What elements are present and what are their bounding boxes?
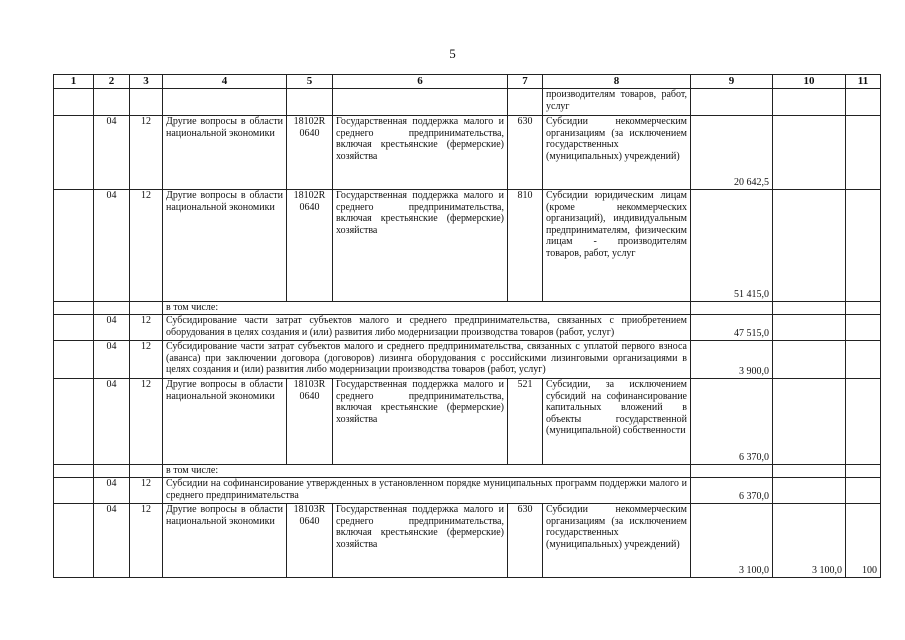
amount-cell: 47 515,0 [691,315,773,341]
column-header-row [54,75,881,89]
column-header: 1 [54,75,94,89]
expense-type-cell: Субсидии юридическим лицам (кроме некоммерческих организаций), индивидуальным предпринимателям, физическим лицам - производителям товаров, работ, услуг [543,190,691,302]
column-header: 8 [543,75,691,89]
table-row [54,465,881,478]
section-code-cell: 04 [94,379,130,465]
page-number: 5 [449,46,456,61]
target-article-cell: 18103R 0640 [287,504,333,578]
section-code-cell: 04 [94,315,130,341]
section-code-cell: 04 [94,478,130,504]
percent-cell: 100 [846,504,881,578]
including-label: в том числе: [163,302,691,315]
column-header: 4 [163,75,287,89]
measure-name-cell: Субсидии на софинансирование утвержденных в установленном порядке муниципальных программ поддержки малого и среднего предпринимательства [163,478,691,504]
amount-cell: 51 415,0 [691,190,773,302]
program-name-cell: Государственная поддержка малого и среднего предпринимательства, включая крестьянские (фермерские) хозяйства [333,504,508,578]
subsection-code-cell: 12 [130,190,163,302]
measure-name-cell: Субсидирование части затрат субъектов малого и среднего предпринимательства, связанных с уплатой первого взноса (аванса) при заключении договора (договоров) лизинга оборудования с российскими лизинговыми организациями в целях создания и (или) развития либо модернизации производства товаров (работ, услуг) [163,341,691,379]
expense-type-cell: производителям товаров, работ, услуг [543,89,691,116]
table-row [54,341,881,379]
expense-code-cell: 630 [508,504,543,578]
column-header: 3 [130,75,163,89]
expense-code-cell: 810 [508,190,543,302]
table-row [54,478,881,504]
amount-cell: 6 370,0 [691,379,773,465]
column-header: 10 [773,75,846,89]
subsection-code-cell: 12 [130,504,163,578]
target-article-cell: 18103R 0640 [287,379,333,465]
section-code-cell: 04 [94,341,130,379]
including-label: в том числе: [163,465,691,478]
column-header: 5 [287,75,333,89]
table-row [54,302,881,315]
program-name-cell: Государственная поддержка малого и среднего предпринимательства, включая крестьянские (фермерские) хозяйства [333,116,508,190]
section-name-cell: Другие вопросы в области национальной экономики [163,116,287,190]
expense-code-cell: 630 [508,116,543,190]
expense-code-cell: 521 [508,379,543,465]
section-code-cell: 04 [94,116,130,190]
table-row [54,315,881,341]
measure-name-cell: Субсидирование части затрат субъектов малого и среднего предпринимательства, связанных с приобретением оборудования в целях создания и (или) развития либо модернизации производства товаров (работ, услуг) [163,315,691,341]
target-article-cell: 18102R 0640 [287,190,333,302]
column-header: 6 [333,75,508,89]
section-name-cell: Другие вопросы в области национальной экономики [163,504,287,578]
section-code-cell: 04 [94,504,130,578]
table-row [54,190,881,302]
section-name-cell: Другие вопросы в области национальной экономики [163,190,287,302]
program-name-cell: Государственная поддержка малого и среднего предпринимательства, включая крестьянские (фермерские) хозяйства [333,190,508,302]
amount-cell: 3 100,0 [691,504,773,578]
table-row [54,504,881,578]
subsection-code-cell: 12 [130,379,163,465]
subsection-code-cell: 12 [130,478,163,504]
table-row [54,379,881,465]
column-header: 7 [508,75,543,89]
table-row [54,116,881,190]
expense-type-cell: Субсидии некоммерческим организациям (за исключением государственных (муниципальных) учреждений) [543,116,691,190]
amount-cell: 6 370,0 [691,478,773,504]
column-header: 9 [691,75,773,89]
budget-table [53,74,881,578]
subsection-code-cell: 12 [130,341,163,379]
amount-cell: 3 900,0 [691,341,773,379]
target-article-cell: 18102R 0640 [287,116,333,190]
column-header: 2 [94,75,130,89]
program-name-cell: Государственная поддержка малого и среднего предпринимательства, включая крестьянские (фермерские) хозяйства [333,379,508,465]
expense-type-cell: Субсидии некоммерческим организациям (за исключением государственных (муниципальных) учреждений) [543,504,691,578]
section-name-cell: Другие вопросы в области национальной экономики [163,379,287,465]
amount-approved-cell: 3 100,0 [773,504,846,578]
column-header: 11 [846,75,881,89]
subsection-code-cell: 12 [130,315,163,341]
amount-cell: 20 642,5 [691,116,773,190]
expense-type-cell: Субсидии, за исключением субсидий на софинансирование капитальных вложений в объекты государственной (муниципальной) собственности [543,379,691,465]
section-code-cell: 04 [94,190,130,302]
table-row [54,89,881,116]
subsection-code-cell: 12 [130,116,163,190]
